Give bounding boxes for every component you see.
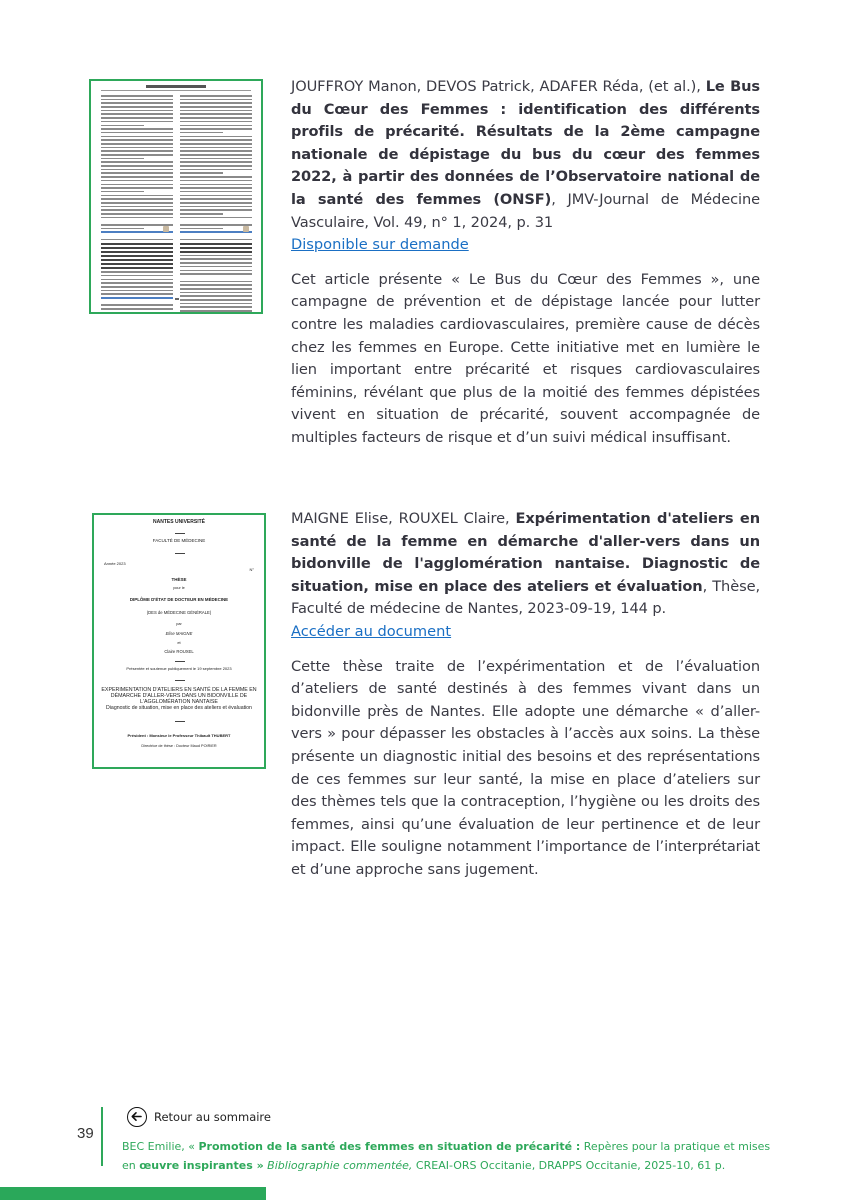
text-line-mark — [180, 270, 252, 272]
cover-divider — [175, 721, 185, 722]
entry-summary: Cet article présente « Le Bus du Cœur des Femmes », une campagne de prévention et de dépistage lancée pour lutter contre les maladies cardiovasculaires, première cause de décès chez les femmes en Europe. Cette initiative met en lumière le lien important entre précarité et risques cardiovasculaires féminins, révélant que plus de la moitié des femmes dépistées vivent en situation de précarité, souvent accompagnée de multiples facteurs de risque et d’un suivi médical insuffisant. — [291, 270, 760, 446]
text-line-mark — [101, 117, 173, 119]
back-to-summary-label: Retour au sommaire — [154, 1110, 271, 1124]
text-line-mark — [180, 303, 252, 305]
text-line-mark — [180, 169, 252, 171]
text-line-mark — [101, 121, 173, 123]
text-line-mark — [101, 267, 173, 269]
text-line-mark — [180, 281, 252, 283]
text-line-mark — [180, 147, 252, 149]
text-line-mark — [180, 136, 252, 138]
citation-subtitle-end: œuvre inspirantes » — [139, 1159, 264, 1172]
text-line-mark — [101, 263, 173, 265]
document-citation — [122, 1137, 772, 1175]
text-line-mark — [101, 255, 173, 257]
text-line-mark — [180, 228, 223, 230]
text-line-mark — [101, 213, 173, 215]
text-line-mark — [180, 206, 252, 208]
text-line-mark — [180, 235, 252, 237]
text-line-mark — [101, 220, 173, 222]
text-line-mark — [180, 187, 252, 189]
text-line-mark — [180, 161, 252, 163]
text-line-mark — [180, 117, 252, 119]
text-line-mark — [180, 184, 252, 186]
text-line-mark — [101, 184, 173, 186]
text-line-mark — [180, 102, 252, 104]
text-line-mark — [101, 279, 173, 281]
text-line-mark — [101, 275, 173, 277]
text-line-mark — [180, 110, 252, 112]
text-line-mark — [180, 247, 252, 249]
text-line-mark — [101, 243, 173, 245]
cover-subtitle: Diagnostic de situation, mise en place des ateliers et évaluation — [106, 705, 252, 711]
journal-page-number — [175, 298, 179, 300]
cover-these: THÈSE — [171, 577, 187, 582]
text-line-mark — [101, 95, 173, 97]
text-line-mark — [180, 106, 252, 108]
text-line-mark — [180, 172, 223, 174]
text-line-mark — [101, 154, 173, 156]
cover-author1: Elise MAIGNE — [165, 631, 193, 636]
entry-reference — [291, 508, 760, 621]
thesis-thumbnail — [92, 513, 266, 769]
text-line-mark — [180, 113, 252, 115]
text-line-mark — [180, 277, 252, 279]
text-line-mark — [180, 195, 252, 197]
text-line-mark — [180, 255, 252, 257]
footer-accent-bar — [0, 1187, 266, 1200]
text-line-mark — [101, 308, 173, 310]
text-line-mark — [101, 301, 173, 303]
text-line-mark — [180, 220, 252, 222]
text-line-mark — [101, 136, 173, 138]
citation-subtitle: Repères pour la pratique et mises en — [122, 1140, 771, 1172]
cover-director: Directrice de thèse : Docteur Maud POIRIER — [141, 744, 217, 748]
text-line-mark — [101, 282, 173, 284]
text-line-mark — [180, 180, 252, 182]
bibliography-entry — [291, 76, 760, 450]
text-line-mark — [101, 102, 173, 104]
text-line-mark — [101, 247, 173, 249]
cover-divider — [175, 553, 185, 554]
text-line-mark — [101, 172, 173, 174]
text-line-mark — [180, 262, 252, 264]
text-line-mark — [180, 239, 252, 241]
access-document-link[interactable]: Accéder au document — [291, 622, 452, 640]
text-line-mark — [101, 286, 173, 288]
text-line-mark — [180, 299, 252, 301]
entry-title: Le Bus du Cœur des Femmes : identification des différents profils de précarité. Résultats de la 2ème campagne nationale de dépistage du bus du cœur des femmes 2022, à partir des données de l’Observatoire national de la santé des femmes (ONSF) — [291, 78, 760, 208]
text-line-mark — [101, 106, 173, 108]
text-line-mark — [101, 158, 144, 160]
text-line-mark — [101, 139, 173, 141]
text-line-mark — [101, 99, 173, 101]
text-line-mark — [101, 228, 144, 230]
text-line-mark — [180, 273, 252, 275]
text-line-mark — [180, 99, 252, 101]
text-line-mark — [101, 128, 173, 130]
text-line-mark — [101, 191, 144, 193]
text-line-mark — [101, 165, 173, 167]
text-line-mark — [180, 306, 252, 308]
text-line-mark — [180, 292, 252, 294]
journal-header-rule — [101, 88, 251, 91]
text-line-mark — [101, 150, 173, 152]
text-line-mark — [180, 150, 252, 152]
cover-diploma: DIPLÔME D'ÉTAT DE DOCTEUR EN MÉDECINE — [129, 597, 229, 602]
text-line-mark — [180, 154, 252, 156]
text-line-mark — [180, 198, 252, 200]
text-line-mark — [180, 217, 252, 219]
text-line-mark — [180, 143, 252, 145]
text-line-mark — [101, 304, 173, 306]
entry-authors: JOUFFROY Manon, DEVOS Patrick, ADAFER Réda, (et al.), — [291, 78, 706, 95]
text-line-mark — [101, 251, 173, 253]
text-line-mark — [101, 290, 173, 292]
citation-rest: CREAI-ORS Occitanie, DRAPPS Occitanie, 2025-10, 61 p. — [412, 1159, 726, 1172]
text-line-mark — [180, 224, 252, 226]
entry-source: , Thèse, Faculté de médecine de Nantes, 2023-09-19, 144 p. — [291, 577, 760, 618]
text-line-mark — [180, 310, 252, 312]
text-line-mark — [180, 165, 252, 167]
text-line-mark — [180, 243, 252, 245]
entry-reference — [291, 76, 760, 234]
text-line-mark — [180, 209, 252, 211]
text-line-mark — [101, 113, 173, 115]
cover-title-1: EXPERIMENTATION D'ATELIERS EN SANTÉ DE LA FEMME EN — [101, 687, 257, 693]
text-line-mark — [101, 312, 173, 314]
text-line-mark — [101, 198, 173, 200]
cover-divider — [175, 533, 185, 534]
text-line-mark — [101, 147, 173, 149]
text-line-mark — [180, 231, 252, 233]
cover-pour-le: pour le — [173, 586, 185, 590]
arrow-left-circle-icon — [127, 1107, 147, 1127]
entry-summary: Cette thèse traite de l’expérimentation et de l’évaluation d’ateliers de santé destinés à des femmes vivant dans un bidonville près de Nantes. Elle adopte une démarche « d’aller-vers » pour dépasser les obstacles à l’accès aux soins. La thèse présente un diagnostic initial des besoins et des représentations de ces femmes sur leur santé, la mise en place d’ateliers sur des thèmes tels que la contraception, l’hygiène ou les droits des femmes, ainsi qu’une évaluation de leur pertinence et de leur impact. Elle souligne notamment l’importance de l’interprétariat et d’une approche sans jugement. — [291, 657, 760, 878]
article-thumbnail — [89, 79, 263, 314]
text-line-mark — [101, 259, 173, 261]
open-access-icon — [243, 226, 249, 232]
open-access-icon — [163, 226, 169, 232]
cover-title-2: DÉMARCHE D'ALLER-VERS DANS UN BIDONVILLE DE — [110, 693, 248, 699]
text-line-mark — [101, 271, 173, 273]
text-line-mark — [180, 95, 252, 97]
text-line-mark — [101, 297, 173, 299]
cover-author2: Claire ROUXEL — [164, 649, 194, 654]
page-number: 39 — [77, 1125, 94, 1142]
journal-column-right — [180, 95, 252, 314]
text-line-mark — [101, 293, 173, 295]
back-to-summary-link[interactable] — [127, 1107, 271, 1127]
entry-authors: MAIGNE Elise, ROUXEL Claire, — [291, 510, 516, 527]
text-line-mark — [180, 213, 223, 215]
text-line-mark — [180, 158, 252, 160]
entry-title: Expérimentation d'ateliers en santé de la femme en démarche d'aller-vers dans un bidonville de l'agglomération nantaise. Diagnostic de situation, mise en place des ateliers et évaluation — [291, 510, 760, 595]
cover-number: N° — [249, 567, 254, 572]
text-line-mark — [180, 251, 252, 253]
text-line-mark — [101, 202, 173, 204]
entry-source: , JMV-Journal de Médecine Vasculaire, Vol. 49, n° 1, 2024, p. 31 — [291, 190, 760, 231]
text-line-mark — [180, 284, 252, 286]
cover-president: Président : Monsieur le Professeur Thibault THUBERT — [127, 733, 231, 738]
text-line-mark — [101, 187, 173, 189]
text-line-mark — [101, 209, 173, 211]
text-line-mark — [101, 235, 173, 237]
text-line-mark — [101, 239, 173, 241]
text-line-mark — [180, 266, 252, 268]
cover-des: (DES de MÉDECINE GÉNÉRALE) — [146, 610, 212, 615]
text-line-mark — [101, 110, 173, 112]
text-line-mark — [180, 139, 252, 141]
citation-type: Bibliographie commentée, — [263, 1159, 413, 1172]
text-line-mark — [180, 202, 252, 204]
text-line-mark — [101, 217, 173, 219]
text-line-mark — [101, 143, 173, 145]
text-line-mark — [101, 125, 144, 127]
text-line-mark — [101, 161, 173, 163]
footer-divider — [101, 1107, 103, 1166]
text-line-mark — [180, 258, 252, 260]
text-line-mark — [101, 176, 173, 178]
text-line-mark — [180, 295, 252, 297]
bibliography-entry — [291, 508, 760, 882]
cover-divider — [175, 680, 185, 681]
text-line-mark — [101, 206, 173, 208]
text-line-mark — [180, 128, 252, 130]
available-on-request-link[interactable]: Disponible sur demande — [291, 236, 469, 254]
citation-prefix: BEC Emilie, « — [122, 1140, 199, 1153]
text-line-mark — [101, 224, 173, 226]
citation-title: Promotion de la santé des femmes en situation de précarité : — [198, 1140, 581, 1153]
text-line-mark — [180, 121, 252, 123]
text-line-mark — [101, 195, 173, 197]
cover-university: NANTES UNIVERSITÉ — [153, 519, 205, 525]
text-line-mark — [101, 180, 173, 182]
text-line-mark — [180, 125, 252, 127]
cover-year: Année 2023 — [104, 561, 126, 566]
cover-faculty: FACULTÉ DE MÉDECINE — [152, 538, 206, 543]
text-line-mark — [101, 169, 173, 171]
cover-par: par — [176, 622, 182, 626]
text-line-mark — [180, 288, 252, 290]
text-line-mark — [180, 191, 252, 193]
text-line-mark — [180, 176, 252, 178]
journal-column-left — [101, 95, 173, 314]
cover-divider — [175, 661, 185, 662]
text-line-mark — [180, 132, 223, 134]
text-line-mark — [101, 231, 173, 233]
cover-et: et — [177, 640, 181, 645]
cover-title-3: L'AGGLOMÉRATION NANTAISE — [140, 699, 218, 705]
text-line-mark — [101, 132, 173, 134]
cover-presented: Présentée et soutenue publiquement le 19 septembre 2023 — [126, 666, 232, 671]
